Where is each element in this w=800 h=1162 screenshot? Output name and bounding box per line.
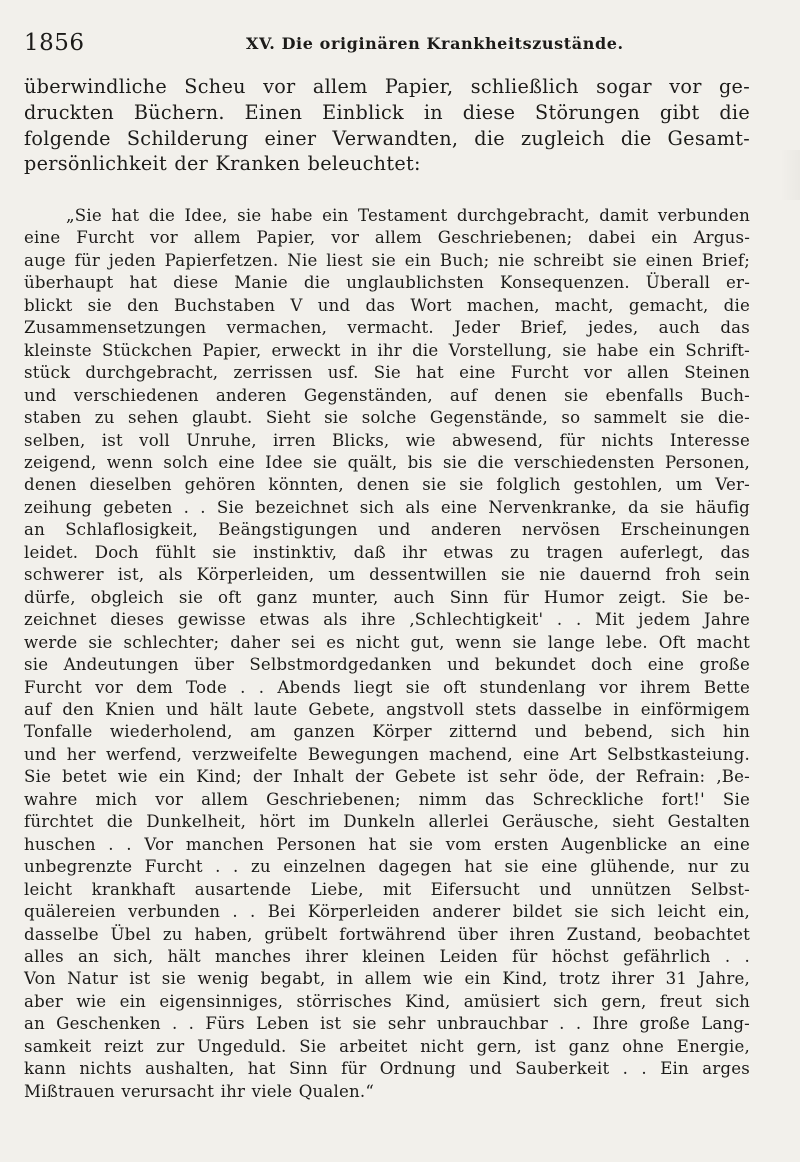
text-line: huschen . . Vor manchen Personen hat sie vom ersten Augenblicke an eine: [24, 834, 750, 854]
text-line: Furcht vor dem Tode . . Abends liegt sie oft stundenlang vor ihrem Bette: [24, 677, 750, 697]
text-line: auge für jeden Papierfetzen. Nie liest sie ein Buch; nie schreibt sie einen Brief;: [24, 250, 750, 270]
text-line: denen dieselben gehören könnten, denen sie sie folglich gestohlen, um Ver-: [24, 475, 750, 495]
text-line: überwindliche Scheu vor allem Papier, schließlich sogar vor ge-: [24, 75, 750, 98]
text-line: quälereien verbunden . . Bei Körperleiden anderer bildet sie sich leicht ein,: [24, 902, 750, 922]
text-line: und verschiedenen anderen Gegenständen, auf denen sie ebenfalls Buch-: [24, 385, 750, 405]
text-line: und her werfend, verzweifelte Bewegungen machend, eine Art Selbstkasteiung.: [24, 744, 750, 764]
text-line: kann nichts aushalten, hat Sinn für Ordnung und Sauberkeit . . Ein arges: [24, 1059, 750, 1079]
text-line: leidet. Doch fühlt sie instinktiv, daß ihr etwas zu tragen auferlegt, das: [24, 542, 750, 562]
text-line: folgende Schilderung einer Verwandten, die zugleich die Gesamt-: [24, 126, 750, 150]
text-line: alles an sich, hält manches ihrer kleinen Leiden für höchst gefährlich . .: [24, 946, 750, 966]
text-line: Tonfalle wiederholend, am ganzen Körper zitternd und bebend, sich hin: [24, 722, 750, 742]
text-line: überhaupt hat diese Manie die unglaublichsten Konsequenzen. Überall er-: [24, 273, 750, 293]
page-header: [24, 30, 766, 60]
text-line: dasselbe Übel zu haben, grübelt fortwährend über ihren Zustand, beobachtet: [24, 924, 750, 944]
text-line: staben zu sehen glaubt. Sieht sie solche Gegenstände, so sammelt sie die-: [24, 408, 750, 428]
text-line: werde sie schlechter; daher sei es nicht gut, wenn sie lange lebe. Oft macht: [24, 632, 750, 652]
page-shadow: [780, 150, 800, 200]
text-line: zeigend, wenn solch eine Idee sie quält, bis sie die verschiedensten Personen,: [24, 452, 750, 472]
text-line: an Schlaflosigkeit, Beängstigungen und anderen nervösen Erscheinungen: [24, 520, 750, 540]
quoted-description-paragraph: [24, 205, 750, 1103]
text-line: blickt sie den Buchstaben V und das Wort machen, macht, gemacht, die: [24, 295, 750, 315]
running-title: XV. Die originären Krankheitszustände.: [246, 34, 624, 53]
page-number: 1856: [24, 30, 85, 56]
text-line: aber wie ein eigensinniges, störrisches Kind, amüsiert sich gern, freut sich: [24, 991, 750, 1011]
text-line: wahre mich vor allem Geschriebenen; nimm das Schreckliche fort!' Sie: [24, 789, 750, 809]
intro-paragraph: [24, 74, 750, 177]
text-line: schwerer ist, als Körperleiden, um dessentwillen sie nie dauernd froh sein: [24, 565, 750, 585]
text-line: sie Andeutungen über Selbstmordgedanken und bekundet doch eine große: [24, 655, 750, 675]
text-line: leicht krankhaft ausartende Liebe, mit Eifersucht und unnützen Selbst-: [24, 879, 750, 899]
text-line: zeichnet dieses gewisse etwas als ihre ‚Schlechtigkeit' . . Mit jedem Jahre: [24, 610, 750, 630]
text-line: persönlichkeit der Kranken beleuchtet:: [24, 152, 421, 176]
text-line: unbegrenzte Furcht . . zu einzelnen dagegen hat sie eine glühende, nur zu: [24, 857, 750, 877]
text-line: selben, ist voll Unruhe, irren Blicks, wie abwesend, für nichts Interesse: [24, 430, 750, 450]
text-line: Von Natur ist sie wenig begabt, in allem wie ein Kind, trotz ihrer 31 Jahre,: [24, 969, 750, 989]
text-line: „Sie hat die Idee, sie habe ein Testament durchgebracht, damit verbunden: [66, 206, 750, 225]
text-line: an Geschenken . . Fürs Leben ist sie sehr unbrauchbar . . Ihre große Lang-: [24, 1014, 750, 1034]
text-line: druckten Büchern. Einen Einblick in diese Störungen gibt die: [24, 100, 750, 124]
text-line: kleinste Stückchen Papier, erweckt in ihr die Vorstellung, sie habe ein Schrift-: [24, 340, 750, 360]
text-line: zeihung gebeten . . Sie bezeichnet sich als eine Nervenkranke, da sie häufig: [24, 497, 750, 517]
text-line: eine Furcht vor allem Papier, vor allem Geschriebenen; dabei ein Argus-: [24, 228, 750, 248]
text-line: Mißtrauen verursacht ihr viele Qualen.“: [24, 1081, 375, 1101]
text-line: Zusammensetzungen vermachen, vermacht. Jeder Brief, jedes, auch das: [24, 318, 750, 338]
text-line: Sie betet wie ein Kind; der Inhalt der Gebete ist sehr öde, der Refrain: ‚Be-: [24, 767, 750, 787]
text-line: samkeit reizt zur Ungeduld. Sie arbeitet nicht gern, ist ganz ohne Energie,: [24, 1036, 750, 1056]
text-line: dürfe, obgleich sie oft ganz munter, auch Sinn für Humor zeigt. Sie be-: [24, 587, 750, 607]
text-line: stück durchgebracht, zerrissen usf. Sie hat eine Furcht vor allen Steinen: [24, 363, 750, 383]
text-line: auf den Knien und hält laute Gebete, angstvoll stets dasselbe in einförmigem: [24, 699, 750, 719]
text-line: fürchtet die Dunkelheit, hört im Dunkeln allerlei Geräusche, sieht Gestalten: [24, 812, 750, 832]
